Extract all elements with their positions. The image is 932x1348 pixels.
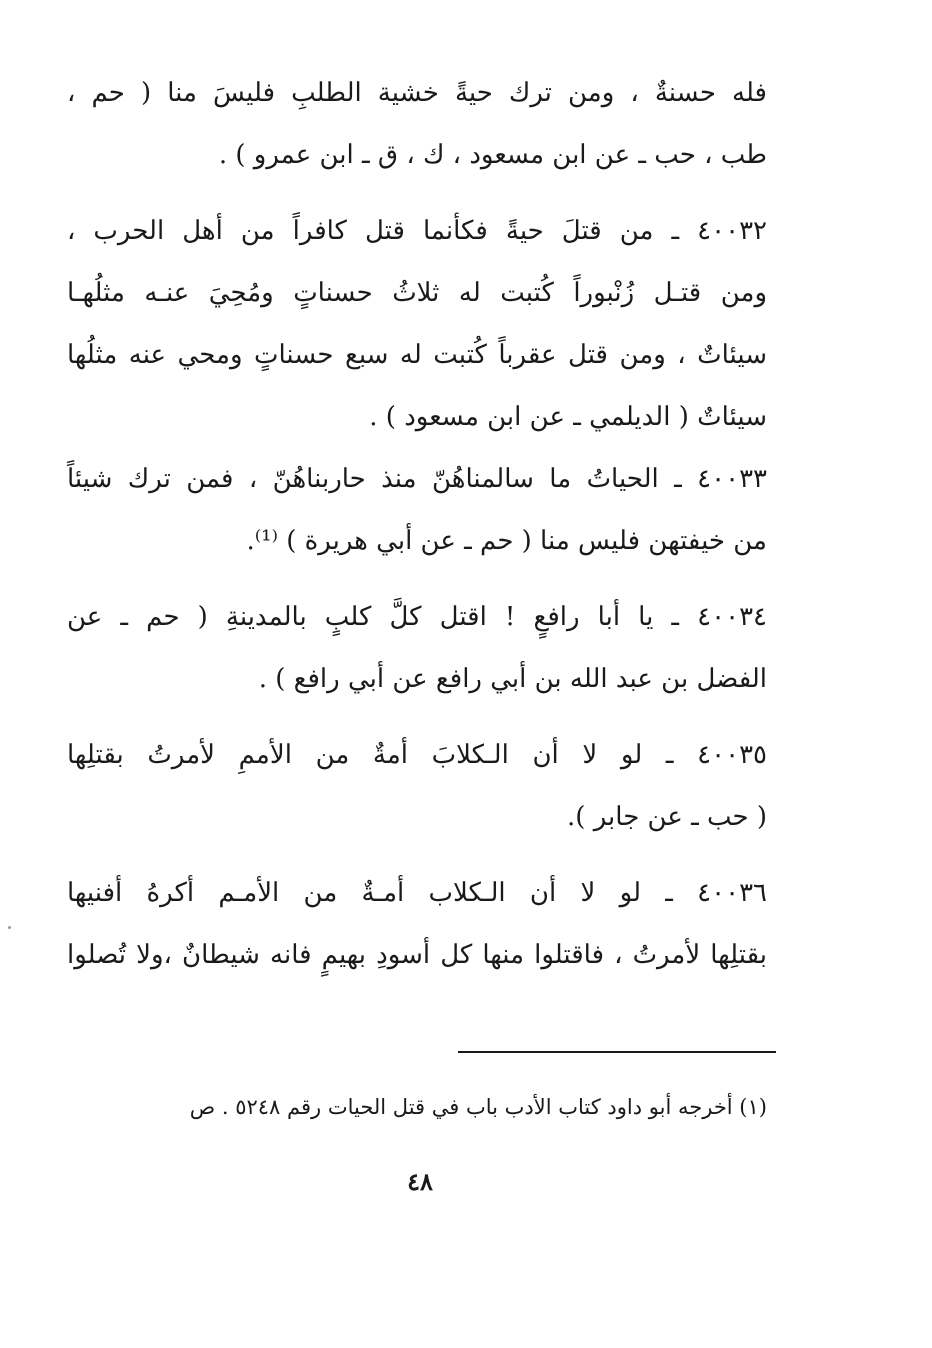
- scan-speck: [8, 926, 11, 929]
- text-line: بقتلِها لأمرتُ ، فاقتلوا منها كل أسودِ بهيمٍ فانه شيطانٌ ،ولا تُصلوا: [67, 940, 767, 970]
- page-number: ٤٨: [407, 1167, 433, 1196]
- text-line: طب ، حب ـ عن ابن مسعود ، ك ، ق ـ ابن عمرو ) .: [218, 140, 767, 170]
- text-line: ( حب ـ عن جابر ).: [567, 802, 767, 832]
- text-line: ٤٠٠٣٥ ـ لو لا أن الـكلابَ أمةٌ من الأممِ لأمرتُ بقتلِها: [67, 740, 767, 770]
- main-text: [67, 62, 767, 986]
- text-line: ٤٠٠٣٤ ـ يا أبا رافعٍ ! اقتل كلَّ كلبٍ بالمدينةِ ( حم ـ عن: [67, 602, 767, 632]
- footnote: (١) أخرجه أبو داود كتاب الأدب باب في قتل الحيات رقم ٥٢٤٨ . ص: [189, 1095, 767, 1119]
- text-line: ٤٠٠٣٣ ـ الحياتُ ما سالمناهُنّ منذ حاربناهُنّ ، فمن ترك شيئاً: [67, 464, 767, 494]
- text-line: فله حسنةٌ ، ومن ترك حيةً خشية الطلبِ فليسَ منا ( حم ،: [67, 78, 767, 108]
- text-line: ٤٠٠٣٦ ـ لو لا أن الـكلاب أمـةٌ من الأمـم أكرهُ أفنيها: [67, 878, 767, 908]
- text-line: ومن قتـل زُنْبوراً كُتبت له ثلاثُ حسناتٍ ومُحِيَ عنـه مثلُهـا: [67, 278, 767, 308]
- text-line: سيئاتٌ ( الديلمي ـ عن ابن مسعود ) .: [369, 402, 767, 432]
- text-line: من خيفتهن فليس منا ( حم ـ عن أبي هريرة ) ⁽¹⁾.: [246, 526, 767, 556]
- footnote-divider: [458, 1051, 776, 1053]
- text-line: ٤٠٠٣٢ ـ من قتلَ حيةً فكأنما قتل كافراً من أهل الحرب ،: [67, 216, 767, 246]
- text-line: الفضل بن عبد الله بن أبي رافع عن أبي رافع ) .: [258, 664, 767, 694]
- text-line: سيئاتٌ ، ومن قتل عقرباً كُتبت له سبع حسناتٍ ومحي عنه مثلُها: [67, 340, 767, 370]
